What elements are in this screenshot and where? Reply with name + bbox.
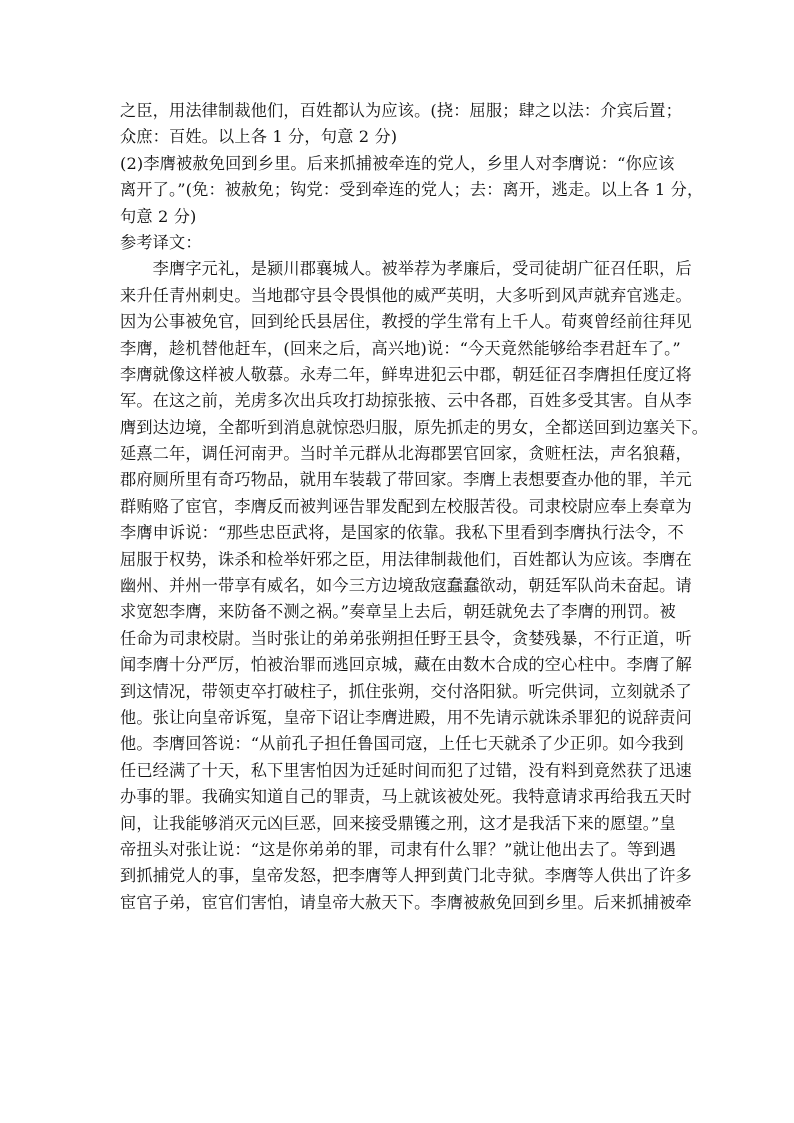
translation-line: 军。在这之前，羌虏多次出兵攻打劫掠张掖、云中各郡，百姓多受其害。自从李 [120, 391, 692, 411]
answer-line: 离开了。”(免：被赦免；钩党：受到牵连的党人；去：离开，逃走。以上各 1 分， [120, 180, 704, 200]
translation-line: 李膺申诉说：“那些忠臣武将，是国家的依靠。我私下里看到李膺执行法令，不 [120, 523, 684, 543]
translation-line: 郡府厕所里有奇巧物品，就用车装载了带回家。李膺上表想要查办他的罪，羊元 [120, 470, 692, 490]
translation-line: 因为公事被免官，回到纶氏县居住，教授的学生常有上千人。荀爽曾经前往拜见 [120, 312, 692, 332]
translation-line: 他。张让向皇帝诉冤，皇帝下诏让李膺进殿，用不先请示就诛杀罪犯的说辞责问 [120, 707, 692, 727]
answer-line: 句意 2 分) [120, 206, 197, 226]
translation-line: 办事的罪。我确实知道自己的罪责，马上就该被处死。我特意请求再给我五天时 [120, 787, 692, 807]
translation-line: 任已经满了十天，私下里害怕因为迁延时间而犯了过错，没有料到竟然获了迅速 [120, 760, 692, 780]
translation-line: 到这情况，带领吏卒打破柱子，抓住张朔，交付洛阳狱。听完供词，立刻就杀了 [120, 681, 692, 701]
document-body [120, 98, 709, 916]
translation-line: 李膺，趁机替他赶车，(回来之后，高兴地)说：“今天竟然能够给李君赶车了。” [120, 338, 681, 358]
translation-line: 延熹二年，调任河南尹。当时羊元群从北海郡罢官回家，贪赃枉法，声名狼藉， [120, 444, 692, 464]
translation-line: 李膺就像这样被人敬慕。永寿二年，鲜卑进犯云中郡，朝廷征召李膺担任度辽将 [120, 364, 692, 384]
answer-line: 之臣，用法律制裁他们，百姓都认为应该。(挠：屈服；肆之以法：介宾后置； [120, 101, 682, 120]
translation-line: 帝扭头对张让说：“这是你弟弟的罪，司隶有什么罪？”就让他出去了。等到遇 [120, 839, 676, 859]
translation-line: 屈服于权势，诛杀和检举奸邪之臣，用法律制裁他们，百姓都认为应该。李膺在 [120, 549, 692, 569]
translation-line: 间，让我能够消灭元凶巨恶，回来接受鼎镬之刑，这才是我活下来的愿望。”皇 [120, 813, 676, 833]
translation-line: 任命为司隶校尉。当时张让的弟弟张朔担任野王县令，贪婪残暴，不行正道，听 [120, 628, 692, 648]
translation-heading: 参考译文： [120, 232, 202, 252]
translation-line: 到抓捕党人的事，皇帝发怒，把李膺等人押到黄门北寺狱。李膺等人供出了许多 [120, 866, 692, 886]
translation-line: 来升任青州刺史。当地郡守县令畏惧他的威严英明，大多听到风声就弃官逃走。 [120, 285, 692, 305]
translation-line: 他。李膺回答说：“从前孔子担任鲁国司寇，上任七天就杀了少正卯。如今我到 [120, 734, 684, 754]
translation-line: 宦官子弟，宦官们害怕，请皇帝大赦天下。李膺被赦免回到乡里。后来抓捕被牵 [120, 892, 692, 912]
translation-line: 求宽恕李膺，来防备不测之祸。”奏章呈上去后，朝廷就免去了李膺的刑罚。被 [120, 602, 676, 622]
translation-line: 李膺字元礼，是颍川郡襄城人。被举荐为孝廉后，受司徒胡广征召任职，后 [120, 259, 692, 279]
translation-line: 膺到达边境，全都听到消息就惊恐归服，原先抓走的男女，全都送回到边塞关下。 [120, 417, 709, 437]
translation-line: 群贿赂了宦官，李膺反而被判诬告罪发配到左校服苦役。司隶校尉应奉上奏章为 [120, 496, 692, 516]
answer-line: (2)李膺被赦免回到乡里。后来抓捕被牵连的党人，乡里人对李膺说：“你应该 [120, 153, 675, 173]
translation-line: 闻李膺十分严厉，怕被治罪而逃回京城，藏在由数木合成的空心柱中。李膺了解 [120, 655, 692, 675]
answer-line: 众庶：百姓。以上各 1 分，句意 2 分) [120, 127, 398, 147]
translation-line: 幽州、并州一带享有威名，如今三方边境敌寇蠢蠢欲动，朝廷军队尚未奋起。请 [120, 576, 692, 596]
